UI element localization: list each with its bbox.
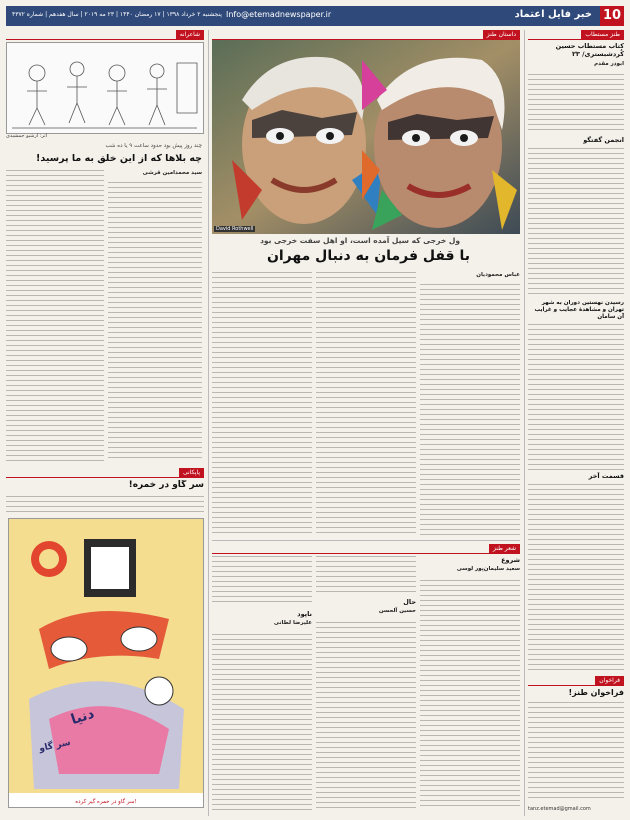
center-kicker: ول خرجی که سیل آمده است، او اهل سفت خرجی بود xyxy=(260,236,460,245)
left-body-col2 xyxy=(6,170,104,462)
right-tag-2: فراخوان xyxy=(595,676,624,685)
right-author: ابوذر مقدم xyxy=(594,61,624,67)
left-tag: شاعرانه xyxy=(176,30,204,39)
poem2-title: حال xyxy=(403,598,416,606)
bottom-left-tag: پاپکانی xyxy=(179,468,204,477)
center-body-col2 xyxy=(316,272,416,536)
col-rule-left xyxy=(208,30,209,816)
page-number: 10 xyxy=(600,6,624,26)
right-body-1 xyxy=(528,74,624,134)
bottom-left-tagbar xyxy=(6,468,204,478)
left-tagbar xyxy=(6,30,204,40)
bottom-left-headline: سر گاو در خمره! xyxy=(128,480,204,490)
cartoon-poster-svg xyxy=(9,519,203,807)
portrait-painting-svg xyxy=(212,40,520,234)
left-author: سید محمدامین قرشی xyxy=(142,170,202,176)
poster-caption: سر گاو در خمره گیر کرده! xyxy=(75,799,137,805)
masthead xyxy=(6,6,624,26)
center-divider xyxy=(212,540,520,541)
center-headline: با قفل فرمان به دنبال مهران xyxy=(266,248,470,264)
left-body-col1 xyxy=(108,182,202,462)
center-author: عباس محمودیان xyxy=(476,272,520,278)
bottom-left-headline-wrap xyxy=(6,480,204,494)
poem1-title: شروع xyxy=(501,556,520,564)
poster-word-1: دنیا xyxy=(69,705,97,729)
left-headline: چه بلاها که از این خلق به ما پرسید! xyxy=(36,153,202,164)
right-sub2: رسیدن نهستین دوران به شهر تهران و مشاهدهٔ عجایب و غرایب آن سامان xyxy=(534,300,624,320)
right-email-wrap xyxy=(528,806,624,814)
center-kicker-wrap xyxy=(212,236,520,248)
sketch-credit-wrap xyxy=(6,133,202,141)
sketch-svg xyxy=(7,43,203,133)
right-tagbar-2 xyxy=(528,676,624,686)
right-body-4 xyxy=(528,484,624,672)
photo-credit: David Rothwell xyxy=(216,226,254,232)
right-tag: طنز مستطاب xyxy=(581,30,624,39)
center-tagbar xyxy=(212,30,520,40)
right-sub1: انجمن گفتگو xyxy=(583,136,624,144)
sketch-credit: اثر: آرشیو جمشیدی xyxy=(6,133,47,139)
sketch-illustration xyxy=(6,42,204,134)
right-sub3-wrap xyxy=(528,472,624,482)
center-tag: داستان طنز xyxy=(483,30,520,39)
masthead-email[interactable]: Info@etemadnewspaper.ir xyxy=(226,10,332,19)
center-body-col3 xyxy=(212,272,312,536)
poem-left-top xyxy=(212,556,312,606)
right-body-2 xyxy=(528,148,624,298)
center-author-wrap xyxy=(420,272,520,282)
left-author-wrap xyxy=(108,170,202,180)
left-kicker-wrap xyxy=(6,143,202,153)
poem2-author: حسین آلحسن xyxy=(378,608,416,614)
right-tagbar xyxy=(528,30,624,40)
right-title-2: فراخوان طنز! xyxy=(568,688,624,697)
date-line: پنجشنبه ۲ خرداد ۱۳۹۸ | ۱۷ رمضان ۱۴۴۰ | ۲۳ مه ۲۰۱۹ | سال هفدهم | شماره ۴۳۷۲ xyxy=(12,11,222,18)
poem3-head xyxy=(212,610,312,632)
poems-tag: شعر طنز xyxy=(489,544,520,553)
right-title: کتاب مستطاب حسین کُردشبستری/ ۲۳ xyxy=(555,42,624,58)
right-email[interactable]: tanz.etemad@gmail.com xyxy=(528,806,591,812)
poster-word-2: سر گاو xyxy=(38,737,72,755)
right-body-3 xyxy=(528,324,624,470)
col-rule-right xyxy=(524,30,525,816)
right-body-5 xyxy=(528,702,624,802)
portrait-painting xyxy=(212,40,520,234)
section-title: خبر فایل اعتماد xyxy=(514,9,592,20)
poem3-title: ناپود xyxy=(297,610,312,618)
cartoon-poster xyxy=(8,518,204,808)
poem2-body xyxy=(316,622,416,810)
poem3-author: علیرضا لطانی xyxy=(273,620,312,626)
right-sub2-wrap xyxy=(528,300,624,320)
right-sub3: قسمت آخر xyxy=(588,472,624,480)
poem2-head xyxy=(316,598,416,620)
poems-tagbar xyxy=(212,544,520,554)
center-headline-wrap xyxy=(212,248,520,268)
poem3-body xyxy=(212,634,312,810)
poem1-author: سعید سلیمان‌پور لوسی xyxy=(456,566,520,572)
right-title2-wrap xyxy=(528,688,624,700)
right-sub1-wrap xyxy=(528,136,624,146)
right-title-block xyxy=(528,42,624,72)
left-headline-wrap xyxy=(6,153,202,167)
poem1-head xyxy=(420,556,520,578)
poem1-body xyxy=(420,580,520,810)
poem-top-body xyxy=(316,556,416,594)
left-kicker: چند روز پیش بود حدود ساعت ۹ یا ده شب xyxy=(105,143,202,149)
bottom-left-intro xyxy=(6,496,204,514)
center-body-col1 xyxy=(420,284,520,536)
